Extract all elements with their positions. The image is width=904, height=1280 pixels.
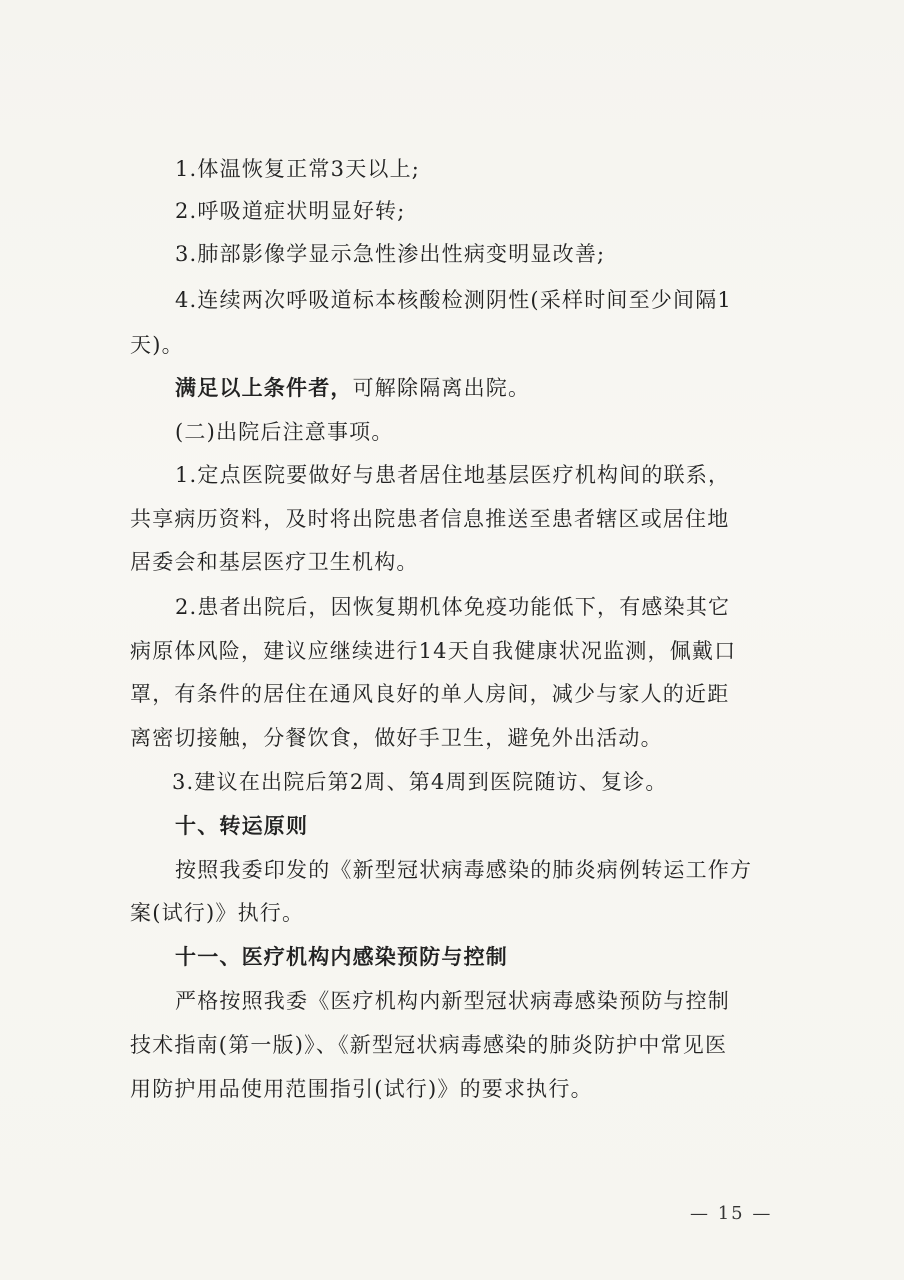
paragraph-line: 案(试行)》执行。 <box>130 901 305 925</box>
paragraph-line: 按照我委印发的《新型冠状病毒感染的肺炎病例转运工作方 <box>175 858 753 882</box>
section-heading-discharge-notes: (二)出院后注意事项。 <box>175 420 394 444</box>
paragraph-line: 共享病历资料，及时将出院患者信息推送至患者辖区或居住地 <box>130 507 730 531</box>
discharge-condition-emphasis: 满足以上条件者， <box>175 376 353 400</box>
page-number: — 15 — <box>690 1203 773 1224</box>
criteria-item-1: 1.体温恢复正常3天以上; <box>175 157 421 181</box>
paragraph-line: 罩，有条件的居住在通风良好的单人房间，减少与家人的近距 <box>130 682 730 706</box>
section-heading-infection-control: 十一、医疗机构内感染预防与控制 <box>175 945 508 969</box>
paragraph-line: 2.患者出院后，因恢复期机体免疫功能低下，有感染其它 <box>175 595 731 619</box>
paragraph-line: 病原体风险，建议应继续进行14天自我健康状况监测，佩戴口 <box>130 639 737 663</box>
criteria-item-2: 2.呼吸道症状明显好转; <box>175 199 406 223</box>
criteria-item-4: 4.连续两次呼吸道标本核酸检测阴性(采样时间至少间隔1 <box>175 288 732 312</box>
criteria-item-3: 3.肺部影像学显示急性渗出性病变明显改善; <box>175 242 606 266</box>
paragraph-line: 用防护用品使用范围指引(试行)》的要求执行。 <box>130 1077 593 1101</box>
paragraph-line: 居委会和基层医疗卫生机构。 <box>130 550 419 574</box>
discharge-condition <box>175 373 530 403</box>
paragraph-line: 严格按照我委《医疗机构内新型冠状病毒感染预防与控制 <box>175 989 730 1013</box>
paragraph-line: 3.建议在出院后第2周、第4周到医院随访、复诊。 <box>172 770 668 794</box>
paragraph-line: 离密切接触，分餐饮食，做好手卫生，避免外出活动。 <box>130 726 663 750</box>
discharge-condition-text: 可解除隔离出院。 <box>352 376 531 400</box>
paragraph-line: 技术指南(第一版)》、《新型冠状病毒感染的肺炎防护中常见医 <box>130 1033 728 1057</box>
section-heading-transfer: 十、转运原则 <box>175 814 309 838</box>
criteria-item-4-cont: 天)。 <box>130 333 184 357</box>
paragraph-line: 1.定点医院要做好与患者居住地基层医疗机构间的联系， <box>175 463 731 487</box>
